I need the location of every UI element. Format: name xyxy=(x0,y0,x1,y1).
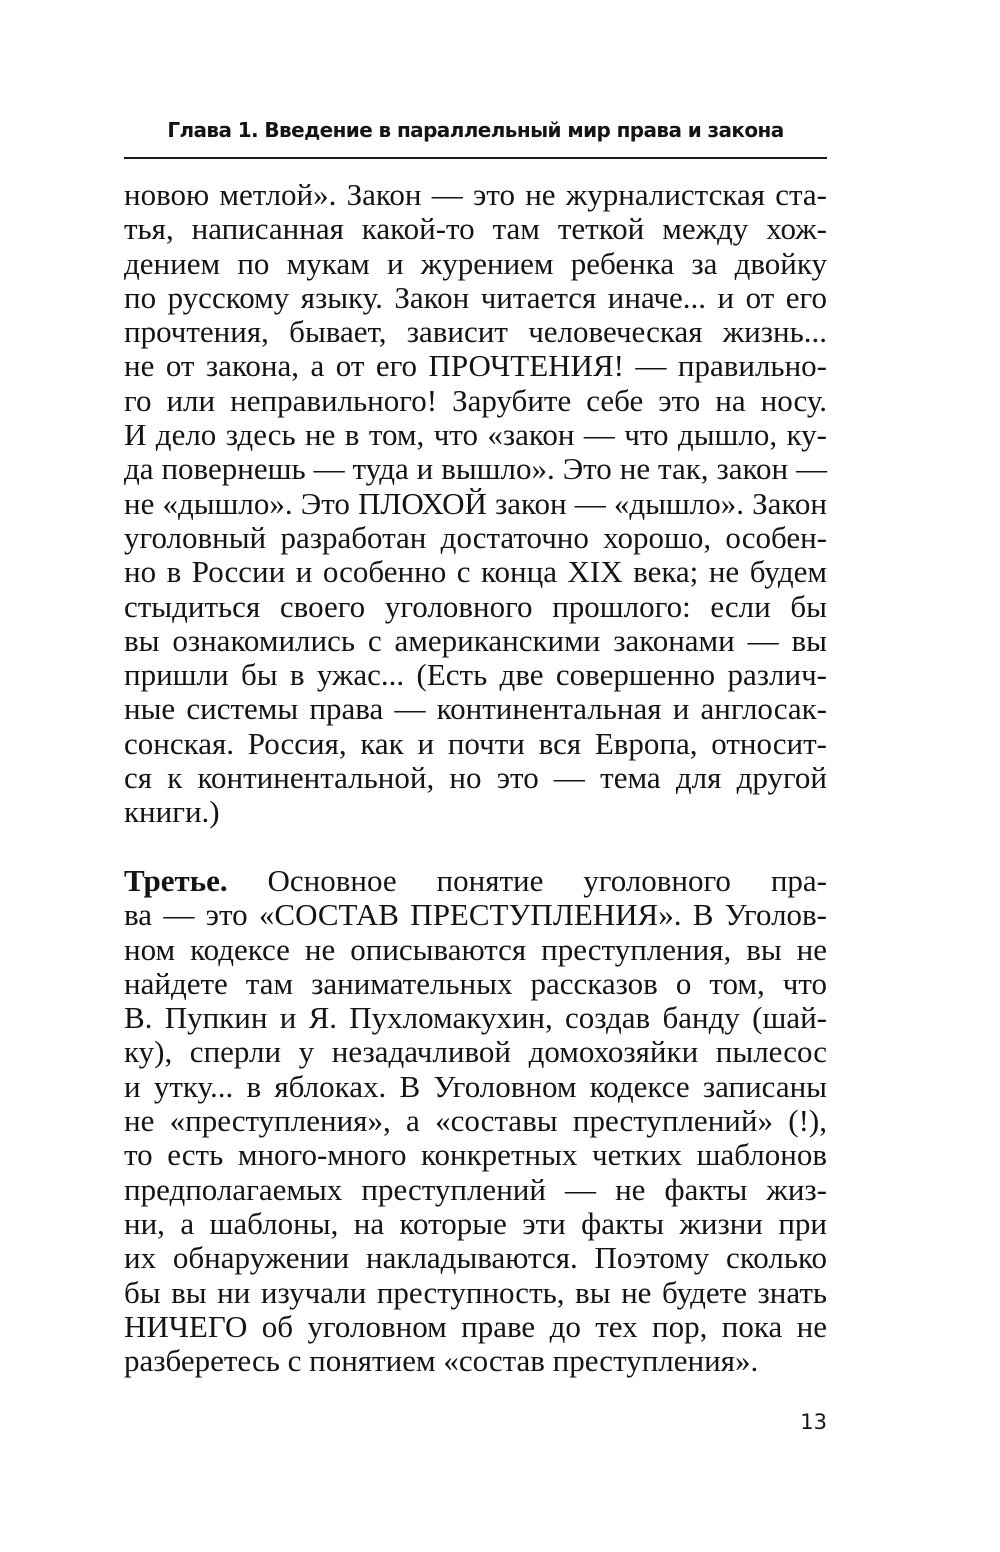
text-line: сонская. Россия, как и почти вся Европа, относит- xyxy=(124,725,827,761)
text-line: новою метлой». Закон — это не журналистская ста- xyxy=(124,177,827,212)
text-line: да повернешь — туда и вышло». Это не так, закон — xyxy=(124,451,827,487)
text-line: их обнаружении накладываются. Поэтому сколько xyxy=(124,1240,827,1276)
text-line: предполагаемых преступлений — не факты жиз- xyxy=(124,1171,827,1207)
header-rule xyxy=(124,157,827,159)
text-line: В. Пупкин и Я. Пухломакухин, создав банду (шай- xyxy=(124,1000,827,1036)
text-line: го или неправильного! Зарубите себе это на носу. xyxy=(124,382,827,418)
paragraph-lead: Третье. xyxy=(124,862,228,898)
paragraph-1 xyxy=(124,178,827,830)
text-line: но в России и особенно с конца XIX века; не будем xyxy=(124,554,827,590)
text-line: не от закона, а от его ПРОЧТЕНИЯ! — правильно- xyxy=(124,348,827,384)
text-line: не «преступления», а «составы преступлений» (!), xyxy=(124,1103,827,1139)
text-line: ни, а шаблоны, на которые эти факты жизни при xyxy=(124,1205,827,1241)
text-line: ся к континентальной, но это — тема для другой xyxy=(124,760,827,796)
text-line: по русскому языку. Закон читается иначе... и от его xyxy=(124,279,827,315)
text-line: и утку... в яблоках. В Уголовном кодексе записаны xyxy=(124,1068,827,1104)
text-line: ку), сперли у незадачливой домохозяйки пылесос xyxy=(124,1034,827,1070)
text-line: книги.) xyxy=(124,794,220,830)
text-line xyxy=(124,864,827,898)
running-header: Глава 1. Введение в параллельный мир права и закона xyxy=(167,118,784,142)
text-line: то есть много-много конкретных четких шаблонов xyxy=(124,1137,827,1173)
paragraph-2 xyxy=(124,864,827,1378)
text-line: ные системы права — континентальная и англосак- xyxy=(124,691,827,727)
text-line: НИЧЕГО об уголовном праве до тех пор, пока не xyxy=(124,1308,827,1344)
text-line: уголовный разработан достаточно хорошо, особен- xyxy=(124,519,827,555)
paragraph-spacer xyxy=(124,830,827,864)
text-line: И дело здесь не в том, что «закон — что дышло, ку- xyxy=(124,417,827,453)
text-line: тья, написанная какой-то там теткой между хож- xyxy=(124,211,827,247)
text-line: вы ознакомились с американскими законами — вы xyxy=(124,622,827,658)
text-line: не «дышло». Это ПЛОХОЙ закон — «дышло». Закон xyxy=(124,485,827,521)
text-line: ва — это «СОСТАВ ПРЕСТУПЛЕНИЯ». В Уголов- xyxy=(124,897,827,933)
page-body xyxy=(124,178,827,1378)
text-line: дением по мукам и журением ребенка за двойку xyxy=(124,245,827,281)
page-number: 13 xyxy=(800,1410,827,1434)
text-line: пришли бы в ужас... (Есть две совершенно различ- xyxy=(124,657,827,693)
text-line: ном кодексе не описываются преступления, вы не xyxy=(124,931,827,967)
text-line: бы вы ни изучали преступность, вы не будете знать xyxy=(124,1274,827,1310)
text-line: прочтения, бывает, зависит человеческая жизнь... xyxy=(124,314,827,350)
text-line: разберетесь с понятием «состав преступления». xyxy=(124,1343,759,1379)
text-line-rest: Основное понятие уголовного пра- xyxy=(267,862,827,898)
text-line: стыдиться своего уголовного прошлого: если бы xyxy=(124,588,827,624)
text-line: найдете там занимательных рассказов о том, что xyxy=(124,965,827,1001)
